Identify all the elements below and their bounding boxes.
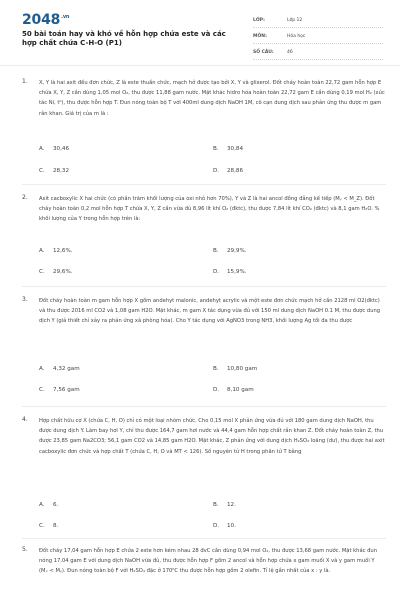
- question-text: Đốt cháy 17,04 gam hỗn hợp E chứa 2 este hơn kém nhau 28 đvC cần dùng 0,94 mol O₂, thu được 13,68 gam nước. Mặt khác đun nóng 17,04 gam E với dung dịch NaOH vừa đủ, thu được hỗn hợp F gồm 2 ancol và hỗn hợp chứa x gam muối X và y gam muối Y (Mₓ < Mᵧ). Đun nóng toàn bộ F với H₂SO₄ đặc ở 170⁰C thu được hỗn hợp gồm 2 olefin. Tỉ lệ gần nhất của x : y là.: [39, 548, 377, 575]
- answer-option-d[interactable]: D. 10.: [213, 523, 236, 529]
- meta-subject: MÔN: Hóa học: [253, 30, 383, 44]
- question-text: Axit cacboxylic X hai chức (có phần trăm khối lượng của oxi nhỏ hơn 70%), Y và Z là hai ancol đồng đẳng kế tiếp (Mᵧ < M_Z). Đốt cháy hoàn toàn 0,2 mol hỗn hợp T chứa X, Y, Z cần vừa đủ 8,96 lít khí O₂ (đktc), thu được 7,84 lít khí CO₂ (đktc) và 8,1 gam H₂O. % khối lượng của Y trong hỗn hợp trên là:: [39, 196, 380, 223]
- document-meta: [253, 14, 383, 62]
- question-number: 1.: [22, 78, 28, 85]
- question-divider: [22, 406, 386, 407]
- answer-option-a[interactable]: A. 4,32 gam: [39, 366, 80, 372]
- question-text: Hợp chất hữu cơ X (chứa C, H, O) chỉ có một loại nhóm chức. Cho 0,15 mol X phản ứng vừa đủ với 180 gam dung dịch NaOH, thu được dung dịch Y. Làm bay hơi Y, chỉ thu được 164,7 gam hơi nước và 44,4 gam hỗn hợp chất rắn khan Z. Đốt cháy hoàn toàn Z, thu được 23,85 gam Na2CO3; 56,1 gam CO2 và 14,85 gam H2O. Mặt khác, Z phản ứng với dung dịch H₂SO₄ loãng (dư), thu được hai axit cacboxylic đơn chức và hợp chất T (chứa C, H, O và MT < 126). Số nguyên tử H trong phân tử T bằng: [39, 418, 385, 455]
- question-number: 3.: [22, 296, 28, 303]
- answer-option-c[interactable]: C. 7,56 gam: [39, 387, 80, 393]
- question-number: 5.: [22, 546, 28, 553]
- answer-option-c[interactable]: C. 29,6%.: [39, 269, 73, 275]
- answer-option-b[interactable]: B. 29,9%.: [213, 248, 247, 254]
- answer-option-c[interactable]: C. 8.: [39, 523, 59, 529]
- question-1: [0, 78, 400, 178]
- question-4: [0, 416, 400, 536]
- question-number: 2.: [22, 194, 28, 201]
- answer-option-d[interactable]: D. 28,86: [213, 168, 244, 174]
- question-5: [0, 546, 400, 600]
- answer-option-d[interactable]: D. 15,9%.: [213, 269, 247, 275]
- question-3: [0, 296, 400, 406]
- question-text: X, Y là hai axit đều đơn chức, Z là este thuần chức, mạch hở được tạo bởi X, Y và glixerol. Đốt cháy hoàn toàn 22,72 gam hỗn hợp E chứa X, Y, Z cần dùng 1,05 mol O₂, thu được 11,88 gam nước. Mặt khác hidro hóa hoàn toàn 22,72 gam E cần dùng 0,19 mol H₂ (xúc tác Ni, t⁰), thu được hỗn hợp T. Đun nóng toàn bộ T với 400ml dung dịch NaOH 1M, cô cạn dung dịch sau phản ứng thu được m gam rắn khan. Giá trị của m là :: [39, 80, 385, 117]
- answer-option-b[interactable]: B. 12.: [213, 502, 236, 508]
- answer-option-d[interactable]: D. 8,10 gam: [213, 387, 254, 393]
- question-2: [0, 194, 400, 284]
- meta-class: LỚP: Lớp 12: [253, 14, 383, 28]
- question-divider: [22, 286, 386, 287]
- answer-option-a[interactable]: A. 12,6%.: [39, 248, 73, 254]
- question-number: 4.: [22, 416, 28, 423]
- answer-option-b[interactable]: B. 10,80 gam: [213, 366, 258, 372]
- question-divider: [22, 184, 386, 185]
- answer-option-b[interactable]: B. 30,84: [213, 146, 244, 152]
- answer-option-a[interactable]: A. 30,46: [39, 146, 70, 152]
- answer-option-a[interactable]: A. 6.: [39, 502, 59, 508]
- meta-question-count: SỐ CÂU: 46: [253, 46, 383, 60]
- question-text: Đốt cháy hoàn toàn m gam hỗn hợp X gồm andehyt malonic, andehyt acrylic và một este đơn chức mạch hở cần 2128 ml O2(đktc) và thu được 2016 ml CO2 và 1,08 gam H2O. Mặt khác, m gam X tác dụng vừa đủ với 150 ml dung dịch NaOH 0.1 M, thu được dung dịch Y (giả thiết chỉ xảy ra phản ứng xà phòng hóa). Cho Y tác dụng với AgNO3 trong NH3, khối lượng Ag tối đa thu được: [39, 298, 381, 325]
- question-divider: [22, 538, 386, 539]
- document-title: 50 bài toán hay và khó về hỗn hợp chứa este và các hợp chất chứa C-H-O (P1): [22, 30, 226, 47]
- answer-option-c[interactable]: C. 28,32: [39, 168, 70, 174]
- site-logo[interactable]: $2048^{.vn}$: [22, 12, 70, 28]
- document-header: [0, 0, 400, 66]
